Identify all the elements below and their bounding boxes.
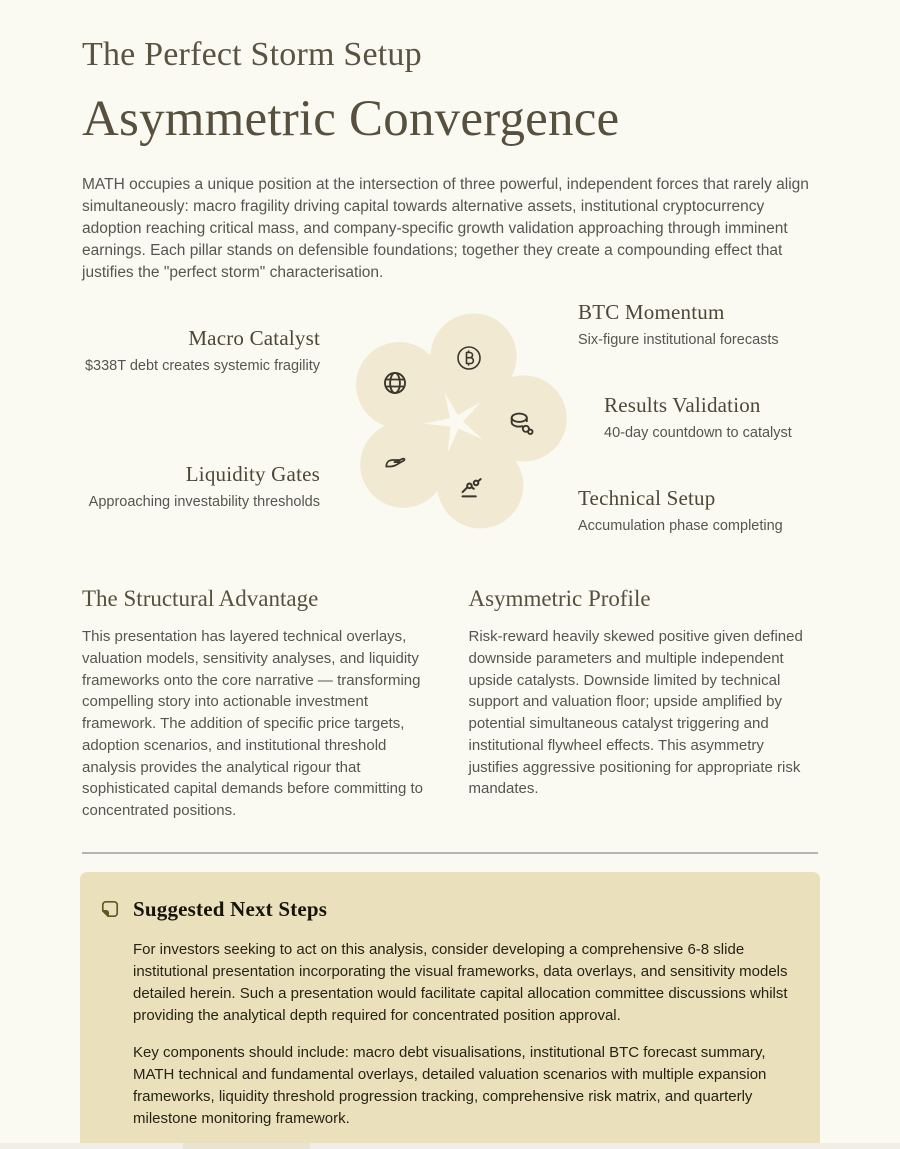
- asymmetric-profile-body: Risk-reward heavily skewed positive given defined downside parameters and multiple independent upside catalysts. Downside limited by technical support and valuation floor; upside amplified by potential simultaneous catalyst triggering and institutional flywheel effects. This asymmetry justifies aggressive positioning for appropriate risk mandates.: [468, 628, 803, 798]
- intro-paragraph: MATH occupies a unique position at the intersection of three powerful, independent forces that rarely align simultaneously: macro fragility driving capital towards alternative assets, institutional cryptocurrency adoption reaching critical mass, and company-specific growth validation approaching through imminent earnings. Each pillar stands on defensible foundations; together they create a compounding effect that justifies the "perfect storm" characterisation.: [82, 176, 809, 281]
- callout-paragraph-1: For investors seeking to act on this analysis, consider developing a comprehensive 6-8 slide institutional presentation incorporating the visual frameworks, data overlays, and sensitivity models detailed herein. Such a presentation would facilitate capital allocation committee discussions whilst providing the analytical depth required for concentrated position approval.: [133, 940, 788, 1024]
- footer-strip-segment: [183, 1143, 310, 1149]
- callout-title: Suggested Next Steps: [133, 896, 328, 921]
- structural-advantage-heading: The Structural Advantage: [82, 586, 319, 611]
- globe-icon: [381, 369, 409, 397]
- macro-catalyst-subtitle: $338T debt creates systemic fragility: [84, 358, 320, 374]
- label-macro-catalyst: [85, 326, 320, 374]
- technical-setup-subtitle: Accumulation phase completing: [578, 518, 783, 534]
- results-validation-subtitle: 40-day countdown to catalyst: [604, 425, 792, 441]
- hand-icon: [382, 446, 410, 474]
- page-eyebrow: The Perfect Storm Setup: [82, 36, 422, 73]
- liquidity-gates-title: Liquidity Gates: [185, 462, 320, 486]
- coins-icon: [507, 409, 535, 437]
- results-validation-title: Results Validation: [604, 393, 761, 417]
- label-results-validation: [604, 393, 792, 441]
- bitcoin-icon: [455, 344, 483, 372]
- technical-setup-title: Technical Setup: [578, 486, 716, 510]
- next-steps-callout: [80, 872, 820, 1149]
- page-title: Asymmetric Convergence: [82, 91, 620, 147]
- convergence-diagram: [0, 292, 900, 564]
- footer-strip: [0, 1143, 900, 1149]
- structural-advantage-column: [82, 586, 432, 822]
- btc-momentum-subtitle: Six-figure institutional forecasts: [578, 332, 779, 348]
- note-icon: [100, 899, 120, 919]
- structural-advantage-body: This presentation has layered technical overlays, valuation models, sensitivity analyses, and liquidity frameworks onto the core narrative — transforming compelling story into actionable investment framework. The addition of specific price targets, adoption scenarios, and institutional threshold analysis provides the analytical rigour that sophisticated capital demands before committing to concentrated positions.: [82, 628, 424, 819]
- callout-paragraph-2: Key components should include: macro debt visualisations, institutional BTC forecast summary, MATH technical and fundamental overlays, detailed valuation scenarios with multiple expansion frameworks, liquidity threshold progression tracking, comprehensive risk matrix, and quarterly milestone monitoring framework.: [133, 1043, 767, 1128]
- section-divider: [82, 852, 818, 854]
- label-liquidity-gates: [89, 462, 320, 510]
- label-technical-setup: [578, 486, 783, 534]
- label-btc-momentum: [578, 300, 779, 348]
- callout-header: [100, 897, 790, 922]
- asymmetric-profile-column: [469, 586, 819, 822]
- two-column-section: [82, 586, 818, 822]
- btc-momentum-title: BTC Momentum: [578, 300, 725, 324]
- macro-catalyst-title: Macro Catalyst: [188, 326, 320, 350]
- asymmetric-profile-heading: Asymmetric Profile: [468, 586, 651, 611]
- chart-icon: [459, 474, 487, 502]
- callout-body: [133, 939, 790, 1130]
- liquidity-gates-subtitle: Approaching investability thresholds: [88, 494, 320, 510]
